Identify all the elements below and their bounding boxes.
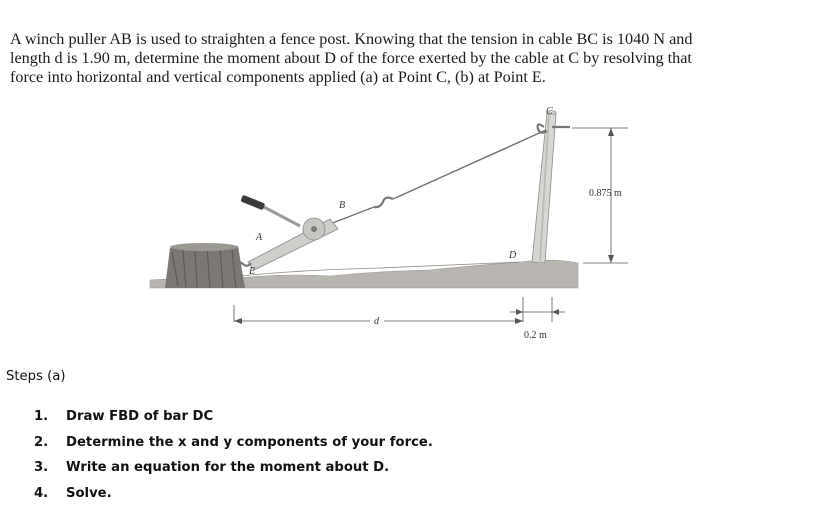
label-d: D — [509, 250, 517, 261]
label-height: 0.875 m — [589, 188, 622, 199]
step-item — [34, 435, 433, 461]
steps-list — [34, 409, 433, 511]
step-number: 4. — [34, 485, 49, 501]
step-text: Draw FBD of bar DC — [66, 409, 214, 424]
step-text: Determine the x and y components of your force. — [66, 434, 433, 450]
step-item — [34, 460, 433, 486]
label-b: B — [339, 200, 346, 211]
label-offset: 0.2 m — [524, 330, 547, 341]
step-text: Solve. — [66, 485, 112, 501]
problem-line-1: A winch puller AB is used to straighten a fence post. Knowing that the tension in cable BC is 1040 N and — [10, 30, 693, 48]
cable-bc — [393, 130, 546, 199]
step-item — [34, 486, 433, 512]
steps-heading: Steps (a) — [6, 369, 66, 384]
label-dim-d: d — [374, 316, 379, 327]
dimension-offset — [510, 297, 565, 322]
label-a: A — [256, 232, 263, 243]
hook-b — [374, 198, 393, 208]
label-e: E — [249, 266, 256, 277]
step-text: Write an equation for the moment about D. — [66, 460, 390, 475]
problem-line-3: force into horizontal and vertical components applied (a) at Point C, (b) at Point E. — [10, 68, 546, 86]
step-number: 1. — [34, 409, 49, 424]
tree-stump — [165, 243, 245, 288]
step-item — [34, 409, 433, 435]
step-number: 2. — [34, 434, 49, 450]
step-number: 3. — [34, 460, 49, 475]
problem-line-2: length d is 1.90 m, determine the moment about D of the force exerted by the cable at C by resolving that — [10, 49, 692, 67]
cable-b-hook — [330, 207, 374, 224]
label-c: C — [546, 106, 553, 117]
